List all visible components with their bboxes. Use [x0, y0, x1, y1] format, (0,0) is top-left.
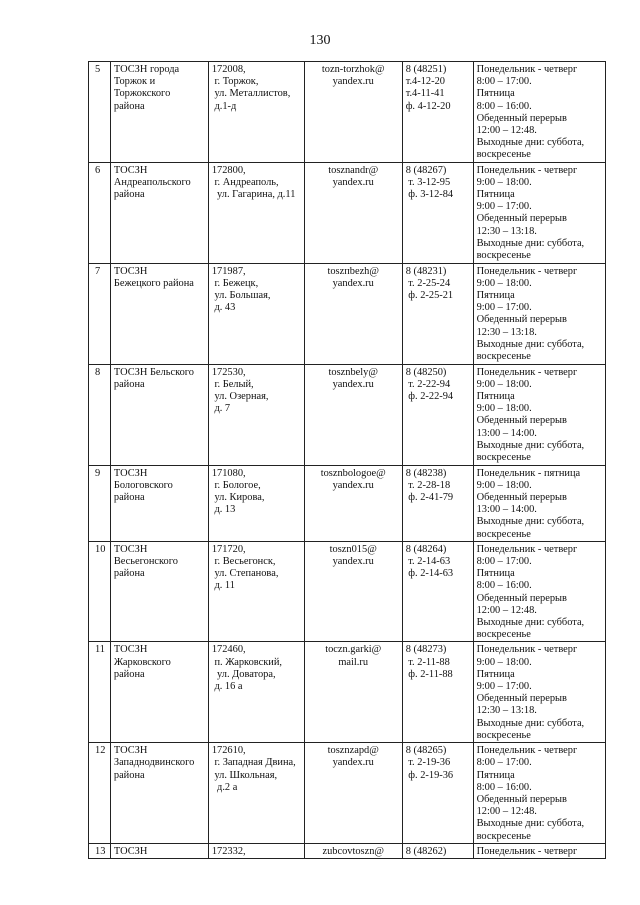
office-phone-line: т.4-11-41: [405, 88, 445, 100]
office-phone: [402, 843, 473, 858]
office-name-line: Торжок и: [113, 76, 156, 88]
office-hours-line: Пятница: [476, 769, 515, 781]
row-number: 8: [89, 364, 111, 465]
table-row: [89, 743, 606, 844]
office-hours-line: Пятница: [476, 189, 515, 201]
office-hours-line: Выходные дни: суббота,: [476, 237, 585, 249]
office-name-line: Жарковского: [113, 656, 171, 668]
office-hours-line: 8:00 – 17:00.: [476, 757, 532, 769]
office-hours-line: Выходные дни: суббота,: [476, 516, 585, 528]
office-phone: [402, 541, 473, 642]
office-hours-line: 12:00 – 12:48.: [476, 125, 537, 137]
office-hours-line: Понедельник - четверг: [476, 164, 578, 176]
office-phone: [402, 465, 473, 541]
office-hours-line: воскресенье: [476, 830, 531, 842]
office-email-line: tosznbologoe@: [320, 467, 386, 479]
office-address-line: ул. Доватора,: [211, 668, 276, 680]
office-email-line: toszпbezh@: [327, 265, 379, 277]
office-email-line: yandex.ru: [332, 556, 374, 568]
office-hours-line: Пятница: [476, 88, 515, 100]
office-hours-line: Пятница: [476, 568, 515, 580]
office-name: [110, 743, 208, 844]
office-address-line: ул. Гагарина, д.11: [211, 189, 296, 201]
office-address-line: г. Западная Двина,: [211, 757, 296, 769]
office-phone-line: 8 (48262): [405, 845, 447, 857]
office-address: [208, 465, 304, 541]
office-phone-line: ф. 2-19-36: [405, 769, 454, 781]
office-name-line: Бологовского: [113, 479, 173, 491]
office-phone-line: 8 (48265): [405, 745, 447, 757]
office-address-line: ул. Озерная,: [211, 391, 269, 403]
office-name-line: Торжокского: [113, 88, 171, 100]
office-email-line: tozn-torzhok@: [321, 64, 385, 75]
office-name: [110, 162, 208, 263]
table-row: [89, 843, 606, 858]
office-hours-line: Выходные дни: суббота,: [476, 137, 585, 149]
office-hours-line: 9:00 – 18:00.: [476, 656, 532, 668]
office-hours-line: Пятница: [476, 668, 515, 680]
office-address-line: г. Бежецк,: [211, 277, 259, 289]
office-phone-line: ф. 4-12-20: [405, 100, 451, 112]
office-hours-line: Понедельник - четверг: [476, 64, 578, 75]
office-hours-line: 8:00 – 16:00.: [476, 580, 532, 592]
office-hours-line: 12:30 – 13:18.: [476, 326, 537, 338]
office-hours-line: Выходные дни: суббота,: [476, 717, 585, 729]
office-address-line: г. Весьегонск,: [211, 556, 276, 568]
office-hours-line: воскресенье: [476, 149, 531, 161]
office-hours-line: 12:00 – 12:48.: [476, 604, 537, 616]
office-name-line: района: [113, 668, 145, 680]
office-address-line: 172008,: [211, 64, 246, 75]
office-address: [208, 541, 304, 642]
office-phone: [402, 162, 473, 263]
office-address-line: д. 7: [211, 403, 231, 415]
office-email: [304, 263, 402, 364]
office-hours: [473, 162, 605, 263]
office-name: [110, 263, 208, 364]
office-address-line: г. Белый,: [211, 378, 254, 390]
office-hours-line: 8:00 – 17:00.: [476, 556, 532, 568]
office-email-line: yandex.ru: [332, 378, 374, 390]
office-hours: [473, 843, 605, 858]
office-name-line: ТОСЗН города: [113, 64, 180, 75]
office-phone-line: т. 3-12-95: [405, 176, 451, 188]
office-hours-line: 9:00 – 18:00.: [476, 277, 532, 289]
office-address-line: г. Бологое,: [211, 479, 261, 491]
office-address-line: 172610,: [211, 745, 246, 757]
office-hours-line: Понедельник - четверг: [476, 366, 578, 378]
office-hours-line: воскресенье: [476, 351, 531, 363]
office-phone-line: т.4-12-20: [405, 76, 445, 88]
row-number: 10: [89, 541, 111, 642]
office-email: [304, 62, 402, 163]
table-row: [89, 263, 606, 364]
office-hours-line: Пятница: [476, 290, 515, 302]
office-email: [304, 642, 402, 743]
office-address: [208, 364, 304, 465]
office-hours-line: 12:30 – 13:18.: [476, 705, 537, 717]
office-hours: [473, 642, 605, 743]
office-name: [110, 843, 208, 858]
office-phone-line: 8 (48273): [405, 644, 447, 656]
office-hours-line: Обеденный перерыв: [476, 415, 567, 427]
office-address-line: ул. Степанова,: [211, 568, 279, 580]
office-hours-line: 8:00 – 17:00.: [476, 76, 532, 88]
office-hours-line: Обеденный перерыв: [476, 793, 567, 805]
office-email: [304, 364, 402, 465]
office-hours-line: Выходные дни: суббота,: [476, 818, 585, 830]
office-phone: [402, 642, 473, 743]
office-name: [110, 364, 208, 465]
office-phone-line: т. 2-22-94: [405, 378, 451, 390]
row-number: 5: [89, 62, 111, 163]
office-email-line: mail.ru: [338, 656, 369, 668]
office-name-line: ТОСЗН: [113, 644, 148, 656]
office-hours-line: 9:00 – 18:00.: [476, 403, 532, 415]
office-hours-line: 9:00 – 17:00.: [476, 302, 532, 314]
office-hours-line: Понедельник - четверг: [476, 845, 578, 857]
page-number: 130: [309, 33, 331, 48]
office-hours: [473, 541, 605, 642]
table-row: [89, 62, 606, 163]
office-phone-line: 8 (48238): [405, 467, 447, 479]
office-name-line: ТОСЗН: [113, 265, 148, 277]
office-hours-line: воскресенье: [476, 729, 531, 741]
office-hours: [473, 743, 605, 844]
office-address: [208, 843, 304, 858]
row-number: 12: [89, 743, 111, 844]
office-name: [110, 62, 208, 163]
office-name-line: района: [113, 100, 145, 112]
office-hours: [473, 465, 605, 541]
office-email-line: tosznandr@: [328, 164, 379, 176]
office-hours-line: Понедельник - четверг: [476, 745, 578, 757]
office-email: [304, 541, 402, 642]
office-hours: [473, 364, 605, 465]
office-address-line: г. Торжок,: [211, 76, 259, 88]
office-hours-line: Обеденный перерыв: [476, 314, 567, 326]
office-hours-line: Обеденный перерыв: [476, 492, 567, 504]
office-address-line: 172332,: [211, 845, 246, 857]
office-hours-line: воскресенье: [476, 452, 531, 464]
row-number: 11: [89, 642, 111, 743]
office-hours-line: Понедельник - пятница: [476, 467, 581, 479]
office-email-line: tosznbely@: [328, 366, 378, 378]
office-phone-line: ф. 2-22-94: [405, 391, 454, 403]
office-hours-line: 8:00 – 16:00.: [476, 781, 532, 793]
office-address-line: д. 13: [211, 504, 236, 516]
office-hours-line: Понедельник - четверг: [476, 644, 578, 656]
office-name-line: ТОСЗН: [113, 745, 148, 757]
office-name-line: района: [113, 492, 145, 504]
office-email-line: yandex.ru: [332, 757, 374, 769]
office-email: [304, 843, 402, 858]
office-name-line: района: [113, 769, 145, 781]
office-hours: [473, 62, 605, 163]
office-address-line: 172530,: [211, 366, 246, 378]
office-hours-line: Обеденный перерыв: [476, 213, 567, 225]
office-address: [208, 263, 304, 364]
office-address-line: 172800,: [211, 164, 246, 176]
table-row: [89, 642, 606, 743]
office-hours-line: Понедельник - четверг: [476, 543, 578, 555]
office-name-line: ТОСЗН: [113, 543, 148, 555]
office-phone-line: ф. 2-41-79: [405, 492, 454, 504]
office-phone: [402, 263, 473, 364]
office-hours-line: Пятница: [476, 391, 515, 403]
office-name-line: ТОСЗН: [113, 845, 148, 857]
office-email: [304, 465, 402, 541]
office-phone-line: 8 (48267): [405, 164, 447, 176]
office-address-line: ул. Кирова,: [211, 492, 265, 504]
office-phone-line: 8 (48250): [405, 366, 447, 378]
office-address-line: 171987,: [211, 265, 246, 277]
office-phone-line: т. 2-11-88: [405, 656, 450, 668]
office-phone: [402, 62, 473, 163]
office-hours-line: 13:00 – 14:00.: [476, 504, 537, 516]
office-address: [208, 642, 304, 743]
office-address: [208, 162, 304, 263]
office-phone: [402, 743, 473, 844]
office-phone-line: ф. 3-12-84: [405, 189, 454, 201]
office-email-line: yandex.ru: [332, 76, 374, 88]
office-name-line: района: [113, 189, 145, 201]
row-number: 9: [89, 465, 111, 541]
office-address-line: г. Андреаполь,: [211, 176, 279, 188]
office-address-line: д. 11: [211, 580, 235, 592]
office-hours-line: 9:00 – 18:00.: [476, 479, 532, 491]
office-name-line: Андреапольского: [113, 176, 191, 188]
table-row: [89, 162, 606, 263]
office-hours-line: Понедельник - четверг: [476, 265, 578, 277]
office-phone: [402, 364, 473, 465]
office-email-line: tosznzapd@: [327, 745, 379, 757]
office-name-line: Бежецкого района: [113, 277, 194, 289]
office-hours-line: 12:30 – 13:18.: [476, 225, 537, 237]
office-phone-line: ф. 2-14-63: [405, 568, 454, 580]
office-name-line: района: [113, 568, 145, 580]
table-row: [89, 364, 606, 465]
office-address-line: 171080,: [211, 467, 246, 479]
office-name-line: ТОСЗН Бельского: [113, 366, 194, 378]
office-phone-line: 8 (48264): [405, 543, 447, 555]
office-phone-line: т. 2-14-63: [405, 556, 451, 568]
office-email-line: toszn015@: [329, 543, 377, 555]
office-name-line: Весьегонского: [113, 556, 178, 568]
row-number: 7: [89, 263, 111, 364]
office-address-line: ул. Большая,: [211, 290, 271, 302]
office-hours-line: 12:00 – 12:48.: [476, 806, 537, 818]
offices-table-body: [89, 62, 606, 859]
office-email-line: yandex.ru: [332, 277, 374, 289]
office-phone-line: 8 (48251): [405, 64, 447, 75]
office-phone-line: т. 2-19-36: [405, 757, 451, 769]
office-address-line: 172460,: [211, 644, 246, 656]
office-address: [208, 62, 304, 163]
office-name-line: Западнодвинского: [113, 757, 195, 769]
office-hours-line: воскресенье: [476, 250, 531, 262]
office-name-line: района: [113, 378, 145, 390]
office-address-line: д. 43: [211, 302, 236, 314]
office-hours-line: Выходные дни: суббота,: [476, 439, 585, 451]
office-name: [110, 465, 208, 541]
office-hours-line: 9:00 – 18:00.: [476, 176, 532, 188]
office-hours-line: Обеденный перерыв: [476, 592, 567, 604]
office-phone-line: ф. 2-25-21: [405, 290, 454, 302]
table-row: [89, 541, 606, 642]
office-hours-line: Выходные дни: суббота,: [476, 617, 585, 629]
table-row: [89, 465, 606, 541]
office-name-line: ТОСЗН: [113, 467, 148, 479]
office-hours-line: Выходные дни: суббота,: [476, 338, 585, 350]
office-hours-line: воскресенье: [476, 629, 531, 641]
office-address-line: д. 16 а: [211, 681, 243, 693]
office-address-line: д.1-д: [211, 100, 237, 112]
office-phone-line: 8 (48231): [405, 265, 447, 277]
office-email-line: toczn.garki@: [325, 644, 382, 656]
office-email: [304, 743, 402, 844]
office-address-line: п. Жарковский,: [211, 656, 282, 668]
office-address-line: ул. Школьная,: [211, 769, 278, 781]
office-hours-line: 13:00 – 14:00.: [476, 427, 537, 439]
office-hours-line: 8:00 – 16:00.: [476, 100, 532, 112]
office-phone-line: ф. 2-11-88: [405, 668, 453, 680]
office-hours-line: 9:00 – 17:00.: [476, 681, 532, 693]
office-name-line: ТОСЗН: [113, 164, 148, 176]
offices-table: [88, 61, 606, 859]
office-phone-line: т. 2-28-18: [405, 479, 451, 491]
office-email-line: yandex.ru: [332, 176, 374, 188]
office-email-line: yandex.ru: [332, 479, 374, 491]
office-address-line: д.2 а: [211, 781, 238, 793]
office-hours-line: воскресенье: [476, 528, 531, 540]
office-address: [208, 743, 304, 844]
row-number: 6: [89, 162, 111, 263]
office-hours-line: 9:00 – 17:00.: [476, 201, 532, 213]
office-name: [110, 541, 208, 642]
row-number: 13: [89, 843, 111, 858]
office-address-line: 171720,: [211, 543, 246, 555]
office-email: [304, 162, 402, 263]
office-hours-line: 9:00 – 18:00.: [476, 378, 532, 390]
office-hours: [473, 263, 605, 364]
office-address-line: ул. Металлистов,: [211, 88, 291, 100]
office-name: [110, 642, 208, 743]
office-phone-line: т. 2-25-24: [405, 277, 451, 289]
office-hours-line: Обеденный перерыв: [476, 112, 567, 124]
office-hours-line: Обеденный перерыв: [476, 693, 567, 705]
office-email-line: zubcovtoszn@: [322, 845, 384, 857]
